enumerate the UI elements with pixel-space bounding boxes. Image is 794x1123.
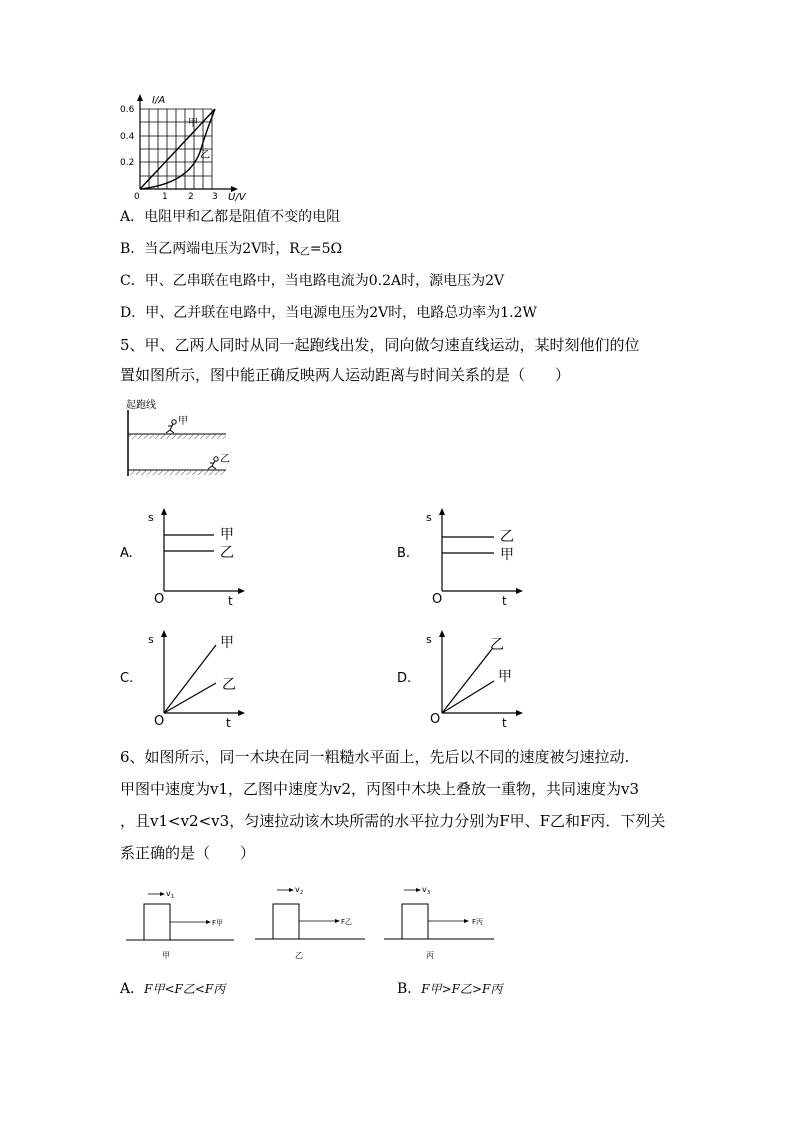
q5-stem-line1: 5、甲、乙两人同时从同一起跑线出发，同向做匀速直线运动，某时刻他们的位 bbox=[120, 336, 640, 354]
q5-option-a-label: A. bbox=[120, 546, 133, 561]
curve-label-yi: 乙 bbox=[200, 150, 210, 161]
track-figure bbox=[124, 396, 234, 478]
svg-text:F丙: F丙 bbox=[472, 918, 484, 926]
q5-graph-a bbox=[140, 505, 250, 610]
q6-option-b bbox=[397, 978, 502, 998]
y-tick-06: 0.6 bbox=[120, 105, 135, 115]
svg-text:s: s bbox=[148, 511, 154, 524]
q6-stem-line4: 系正确的是（ ） bbox=[120, 844, 256, 862]
y-tick-02: 0.2 bbox=[120, 158, 135, 168]
q5-graph-d bbox=[418, 627, 528, 732]
svg-text:乙: 乙 bbox=[295, 951, 303, 960]
q4-option-b-prefix: B．当乙两端电压为2V时，R bbox=[120, 241, 300, 257]
q4-option-d: D．甲、乙并联在电路中，当电源电压为2V时，电路总功率为1.2W bbox=[120, 305, 537, 321]
x-tick-2: 2 bbox=[188, 192, 194, 202]
q6-figure-jia bbox=[124, 882, 236, 962]
runner-yi-label: 乙 bbox=[220, 454, 230, 465]
q6-stem-line1: 6、如图所示，同一木块在同一粗糙水平面上，先后以不同的速度被匀速拉动. bbox=[120, 748, 630, 766]
svg-text:甲: 甲 bbox=[220, 527, 234, 543]
q4-option-a: A．电阻甲和乙都是阻值不变的电阻 bbox=[120, 209, 341, 225]
svg-text:v: v bbox=[422, 885, 427, 894]
q4-option-c: C．甲、乙串联在电路中，当电路电流为0.2A时，源电压为2V bbox=[120, 273, 505, 289]
svg-text:F甲: F甲 bbox=[212, 919, 224, 927]
svg-text:t: t bbox=[502, 594, 507, 608]
q5-option-c-label: C. bbox=[120, 671, 134, 686]
block-bing bbox=[402, 904, 428, 939]
svg-text:1: 1 bbox=[171, 894, 175, 900]
svg-text:O: O bbox=[154, 714, 165, 729]
svg-text:O: O bbox=[154, 592, 165, 607]
graph-c-line-shallow bbox=[164, 683, 216, 713]
curve-label-jia: 甲 bbox=[188, 118, 198, 129]
q4-option-b bbox=[120, 238, 342, 258]
q6-option-b-letter: B． bbox=[397, 981, 422, 997]
q5-graph-b bbox=[418, 505, 528, 610]
svg-text:v: v bbox=[166, 889, 171, 898]
block-jia bbox=[144, 904, 170, 940]
svg-text:O: O bbox=[432, 592, 443, 607]
runner-yi-icon bbox=[208, 457, 218, 469]
svg-text:乙: 乙 bbox=[220, 545, 234, 561]
q4-option-b-sub: 乙 bbox=[299, 247, 310, 258]
svg-text:甲: 甲 bbox=[162, 951, 170, 960]
q6-figure-bing bbox=[384, 878, 496, 962]
q4-option-b-suffix: =5Ω bbox=[309, 241, 343, 257]
graph-c-line-steep bbox=[164, 645, 216, 713]
svg-text:乙: 乙 bbox=[490, 637, 504, 653]
svg-text:甲: 甲 bbox=[500, 547, 514, 563]
svg-text:F乙: F乙 bbox=[341, 918, 353, 926]
iu-x-label: U/V bbox=[228, 192, 246, 202]
y-tick-04: 0.4 bbox=[120, 132, 135, 142]
q5-option-b-label: B. bbox=[397, 546, 411, 561]
svg-text:甲: 甲 bbox=[498, 669, 512, 685]
x-tick-1: 1 bbox=[162, 192, 168, 202]
iu-y-arrow bbox=[137, 94, 143, 101]
block-yi bbox=[273, 904, 299, 939]
track-start-label: 起跑线 bbox=[126, 400, 156, 411]
svg-text:t: t bbox=[502, 716, 507, 730]
q5-stem-line2: 置如图所示，图中能正确反映两人运动距离与时间关系的是（ ） bbox=[120, 366, 571, 384]
svg-text:2: 2 bbox=[300, 890, 304, 896]
q6-option-a-expr: F甲<F乙<F丙 bbox=[144, 982, 226, 996]
q6-stem-line3: ，且v1<v2<v3，匀速拉动该木块所需的水平拉力分别为F甲、F乙和F丙．下列关 bbox=[120, 812, 666, 830]
svg-text:3: 3 bbox=[427, 890, 431, 896]
iu-graph bbox=[118, 92, 258, 202]
graph-d-line-steep bbox=[442, 649, 492, 713]
svg-text:t: t bbox=[228, 594, 233, 608]
iu-y-label: I/A bbox=[152, 95, 166, 106]
svg-text:丙: 丙 bbox=[426, 951, 434, 960]
svg-text:O: O bbox=[430, 712, 441, 727]
lane-hatch-top bbox=[128, 434, 226, 439]
graph-d-line-shallow bbox=[442, 681, 494, 713]
q6-figure-yi bbox=[255, 878, 367, 962]
x-tick-3: 3 bbox=[212, 192, 218, 202]
svg-text:t: t bbox=[226, 716, 231, 730]
svg-text:s: s bbox=[426, 633, 432, 646]
q6-option-a-letter: A． bbox=[120, 981, 145, 997]
q6-stem-line2: 甲图中速度为v1，乙图中速度为v2，丙图中木块上叠放一重物，共同速度为v3 bbox=[120, 780, 640, 798]
svg-text:乙: 乙 bbox=[222, 677, 236, 693]
lane-hatch-bottom bbox=[128, 470, 226, 475]
q5-option-d-label: D. bbox=[397, 671, 412, 686]
x-tick-0: 0 bbox=[134, 192, 140, 202]
svg-text:v: v bbox=[295, 885, 300, 894]
q6-option-a bbox=[120, 978, 225, 998]
q6-option-b-expr: F甲>F乙>F丙 bbox=[421, 982, 503, 996]
q5-graph-c bbox=[140, 627, 250, 732]
svg-text:甲: 甲 bbox=[220, 635, 234, 651]
svg-text:s: s bbox=[148, 633, 154, 646]
runner-jia-icon bbox=[166, 420, 176, 433]
runner-jia-label: 甲 bbox=[178, 416, 188, 427]
svg-text:s: s bbox=[426, 511, 432, 524]
svg-text:乙: 乙 bbox=[500, 529, 514, 545]
